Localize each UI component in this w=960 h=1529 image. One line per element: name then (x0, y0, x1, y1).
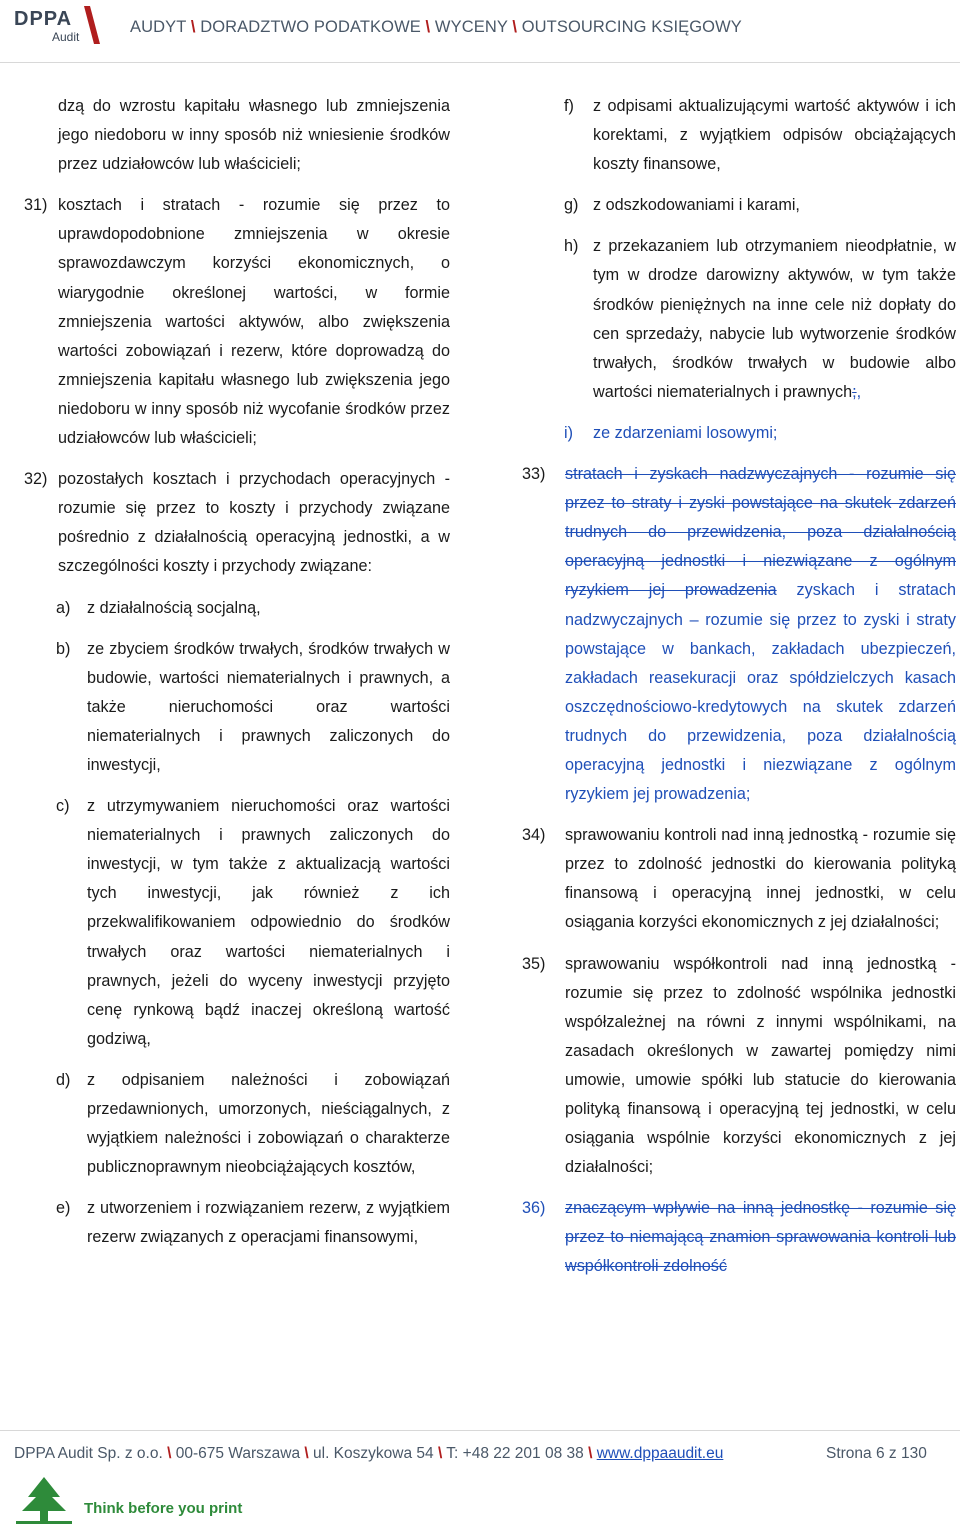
deleted-text: ; (852, 382, 857, 401)
item-text (593, 237, 956, 400)
header-separator: \ (425, 18, 431, 36)
logo-text-bottom: Audit (52, 30, 80, 44)
list-item-34 (522, 821, 956, 937)
right-column (522, 92, 956, 1282)
header-separator: \ (190, 18, 196, 36)
item-letter: a) (56, 598, 71, 617)
item-number: 33) (522, 465, 546, 484)
list-item-d (24, 1066, 450, 1182)
tree-icon (14, 1475, 74, 1525)
list-item-35 (522, 950, 956, 1183)
list-item-a (24, 594, 450, 623)
item-letter: d) (56, 1070, 71, 1089)
list-item-31 (24, 191, 450, 453)
item-text: z utrzymywaniem nieruchomości oraz wartości niematerialnych i prawnych zaliczonych do inwestycji, w tym także z aktualizacją wartości tych inwestycji, jak również z ich przekwalifikowaniem odpowiednio do środków trwałych oraz wartości niematerialnych i prawnych, jeżeli do wyceny inwestycji przyjęto cenę rynkową bądź inaczej określoną wartość godziwą, (87, 797, 450, 1048)
item-text-body: z przekazaniem lub otrzymaniem nieodpłatnie, w tym w drodze darowizny aktywów, w tym także środków pieniężnych na inne cele niż dopłaty do cen sprzedaży, nabycie lub wytworzenie środków trwałych, środków trwałych w budowie albo wartości niematerialnych i prawnych (593, 237, 956, 401)
footer-contact (14, 1445, 723, 1463)
item-number: 31) (24, 196, 48, 215)
footer-separator: \ (437, 1445, 443, 1462)
deleted-text: znaczącym wpływie na inną jednostkę - rozumie się przez to niemającą znamion sprawowania kontroli lub współkontroli zdolność (565, 1199, 956, 1276)
list-item-36 (522, 1194, 956, 1281)
inserted-text: , (856, 382, 862, 401)
item-text: sprawowaniu kontroli nad inną jednostką - rozumie się przez to zdolność jednostki do kierowania polityką finansową i operacyjną innej jednostki, w celu osiągania korzyści ekonomicznych z jej działalności; (565, 826, 956, 932)
list-item-h (522, 232, 956, 407)
item-text: kosztach i stratach - rozumie się przez to uprawdopodobnione zmniejszenia w okresie sprawozdawczym korzyści ekonomicznych, o wiarygodnie określonej wartości, w formie zmniejszenia wartości aktywów, albo zwiększenia wartości zobowiązań i rezerw, które doprowadzą do zmniejszenia kapitału własnego lub zwiększenia jego niedoboru w inny sposób niż wycofanie środków przez udziałowców lub właścicieli; (58, 196, 450, 448)
footer-company: DPPA Audit Sp. z o.o. (14, 1445, 163, 1462)
footer-phone: T: +48 22 201 08 38 (446, 1445, 584, 1462)
logo-text-top: DPPA (14, 8, 73, 30)
item-letter: b) (56, 639, 71, 658)
item-text: z działalnością socjalną, (87, 598, 261, 617)
header-segment-tax: DORADZTWO PODATKOWE (200, 18, 421, 36)
item-text: z odszkodowaniami i karami, (593, 196, 800, 215)
item-letter: e) (56, 1199, 71, 1218)
inserted-text: ze zdarzeniami losowymi; (593, 423, 778, 442)
header-separator: \ (512, 18, 518, 36)
item-number: 35) (522, 954, 546, 973)
header-segment-outsourcing: OUTSOURCING KSIĘGOWY (521, 18, 742, 36)
inserted-text: zyskach i stratach nadzwyczajnych – rozumie się przez to zyski i straty powstające w bankach, zakładach ubezpieczeń, zakładach reasekuracji oraz spółdzielczych kasach oszczędnościowo-kredytowych na skutek zdarzeń trudnych do przewidzenia, poza działalnością operacyjną jednostki i niezwiązane z ogólnym ryzykiem jej prowadzenia; (565, 581, 956, 804)
item-text: z utworzeniem i rozwiązaniem rezerw, z wyjątkiem rezerw związanych z operacjami finansowymi, (87, 1199, 450, 1247)
dppa-audit-logo[interactable] (14, 6, 104, 46)
item-number: 36) (522, 1199, 546, 1218)
footer-separator: \ (304, 1445, 309, 1462)
list-item-g (522, 191, 956, 220)
list-item-i (522, 419, 956, 448)
footer-separator: \ (167, 1445, 172, 1462)
item-text: pozostałych kosztach i przychodach operacyjnych - rozumie się przez to koszty i przychody związane pośrednio z działalnością operacyjną jednostki, a w szczególności koszty i przychody związane: (58, 470, 450, 576)
left-column (24, 92, 450, 1252)
footer-separator: \ (588, 1445, 593, 1462)
header-segment-valuation: WYCENY (434, 18, 508, 36)
item-text: z odpisaniem należności i zobowiązań przedawnionych, umorzonych, nieściągalnych, z wyjątkiem należności i zobowiązań o charakterze publicznoprawnym nieobciążających kosztów, (87, 1070, 450, 1177)
footer-address: 00-675 Warszawa (175, 1445, 301, 1462)
item-letter: f) (564, 97, 574, 115)
list-item (24, 92, 450, 179)
item-number: 32) (24, 470, 48, 489)
list-item-e (24, 1194, 450, 1252)
item-letter: i) (564, 423, 573, 442)
list-item-f (522, 92, 956, 179)
list-item-c (24, 792, 450, 1054)
list-item-b (24, 635, 450, 780)
item-text (565, 465, 956, 803)
item-text: z odpisami aktualizującymi wartość aktywów i ich korektami, z wyjątkiem odpisów obciążających koszty finansowe, (593, 97, 956, 174)
list-item-33 (522, 460, 956, 809)
footer-website-link[interactable]: www.dppaaudit.eu (596, 1445, 724, 1462)
header-divider (0, 62, 960, 63)
list-item-32 (24, 465, 450, 581)
footer-street: ul. Koszykowa 54 (313, 1445, 434, 1462)
think-before-print: Think before you print (84, 1500, 243, 1517)
footer-divider (0, 1430, 960, 1431)
header-services (130, 18, 742, 37)
header-segment-audit: AUDYT (130, 18, 187, 36)
item-letter: c) (56, 797, 70, 816)
logo-slash-icon (80, 6, 102, 44)
intro-text: dzą do wzrostu kapitału własnego lub zmniejszenia jego niedoboru w inny sposób niż wniesienie środków przez udziałowców lub właścicieli; (58, 97, 450, 174)
item-text: ze zbyciem środków trwałych, środków trwałych w budowie, wartości niematerialnych i prawnych, a także nieruchomości oraz wartości niematerialnych i prawnych zaliczonych do inwestycji, (87, 639, 450, 774)
item-letter: h) (564, 237, 579, 256)
item-number: 34) (522, 826, 546, 845)
item-letter: g) (564, 196, 579, 215)
page-header (0, 0, 960, 62)
page-number: Strona 6 z 130 (826, 1445, 927, 1462)
item-text: sprawowaniu współkontroli nad inną jednostką - rozumie się przez to zdolność wspólnika jednostki współzależnej na równi z innymi wspólnikami, na zasadach określonych w zawartej pomiędzy nimi umowie, umowie spółki lub statucie do kierowania polityką finansową i operacyjną tej jednostki, w celu osiągania wspólnie korzyści ekonomicznych z jej działalności; (565, 954, 956, 1177)
deleted-text: stratach i zyskach nadzwyczajnych - rozumie się przez to straty i zyski powstające na skutek zdarzeń trudnych do przewidzenia, poza działalnością operacyjną jednostki i niezwiązane z ogólnym ryzykiem jej prowadzenia (565, 465, 956, 600)
